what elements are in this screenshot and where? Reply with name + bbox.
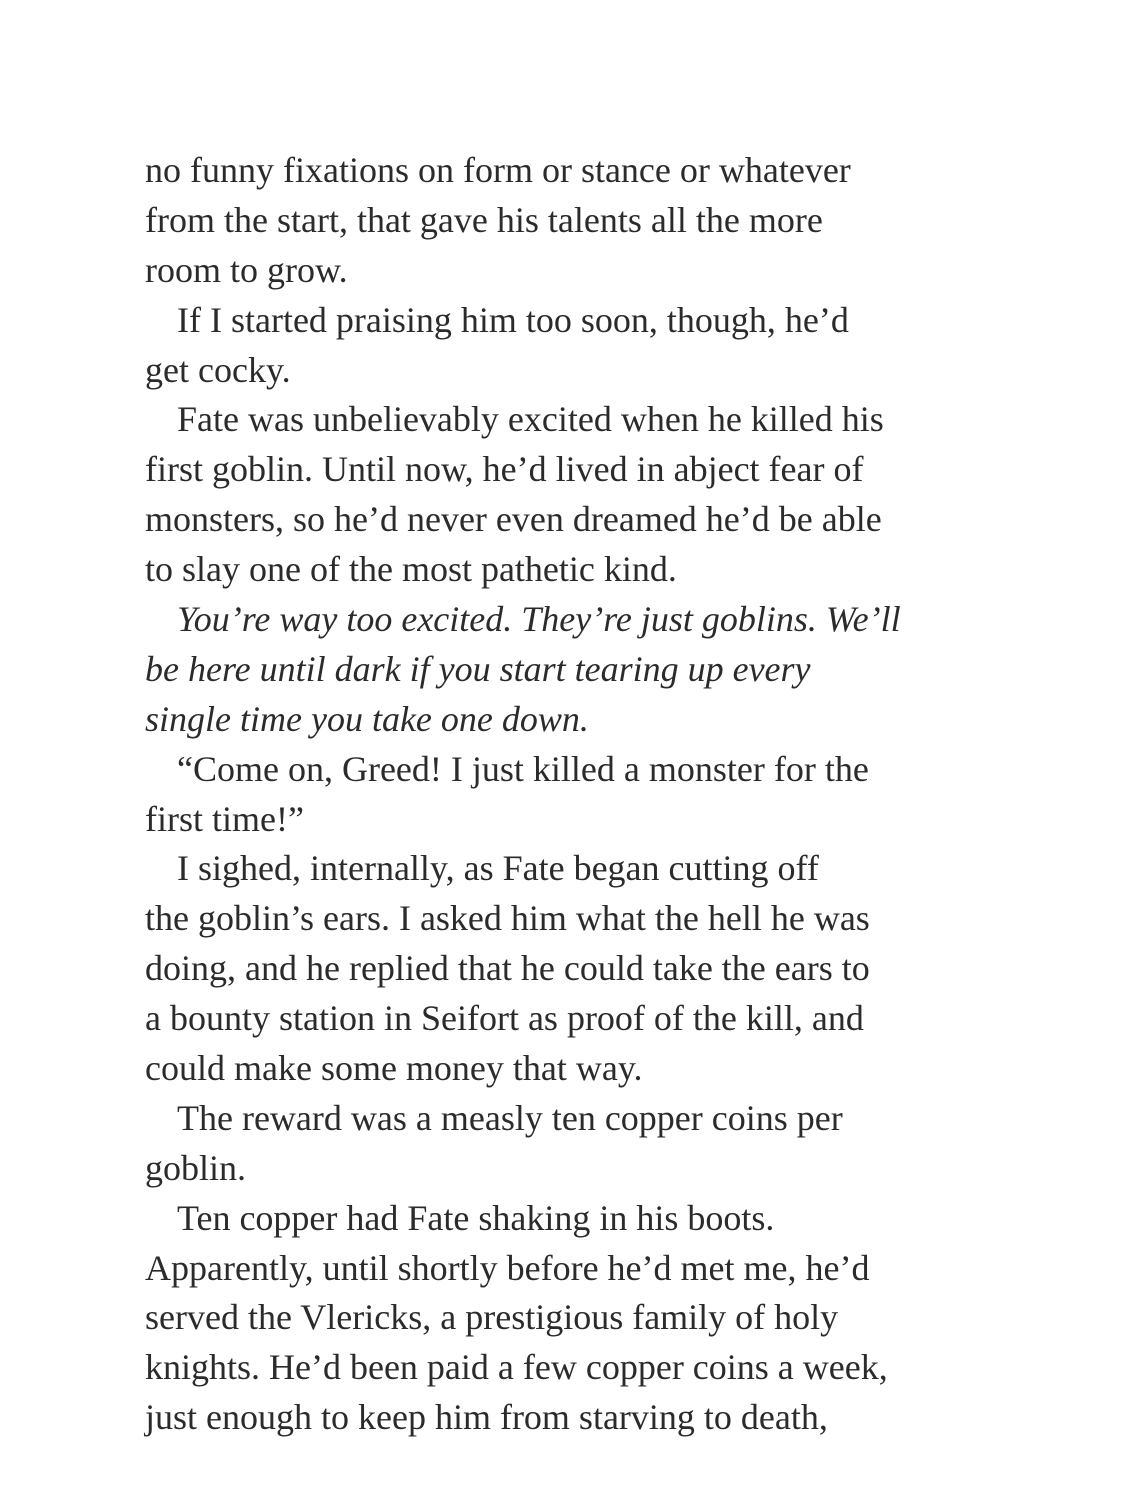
paragraph-first-line: The reward was a measly ten copper coins per <box>177 1097 843 1138</box>
text-line: first time!” <box>145 798 304 839</box>
text-line: room to grow. <box>145 249 348 290</box>
text-line: just enough to keep him from starving to death, <box>145 1397 828 1438</box>
paragraph-first-line: If I started praising him too soon, though, he’d <box>177 299 849 340</box>
text-line: could make some money that way. <box>145 1048 643 1089</box>
inner-thought-first-line: You’re way too excited. They’re just goblins. We’ll <box>177 599 901 640</box>
text-line: get cocky. <box>145 349 291 390</box>
text-line: goblin. <box>145 1147 247 1188</box>
paragraph-first-line: Fate was unbelievably excited when he killed his <box>177 399 884 440</box>
text-line: from the start, that gave his talents all the more <box>145 199 823 240</box>
text-line: the goblin’s ears. I asked him what the hell he was <box>145 898 870 939</box>
dialogue-first-line: “Come on, Greed! I just killed a monster for the <box>177 748 869 789</box>
paragraph-first-line: Ten copper had Fate shaking in his boots. <box>177 1197 775 1238</box>
inner-thought-line: be here until dark if you start tearing up every <box>145 648 811 689</box>
paragraph-first-line: I sighed, internally, as Fate began cutting off <box>177 848 819 889</box>
inner-thought-line: single time you take one down. <box>145 698 589 739</box>
text-line: a bounty station in Seifort as proof of the kill, and <box>145 998 864 1039</box>
text-line: to slay one of the most pathetic kind. <box>145 549 677 590</box>
text-line: first goblin. Until now, he’d lived in abject fear of <box>145 449 864 490</box>
text-line: served the Vlericks, a prestigious family of holy <box>145 1297 839 1338</box>
text-line: doing, and he replied that he could take the ears to <box>145 948 870 989</box>
text-line: knights. He’d been paid a few copper coins a week, <box>145 1347 888 1388</box>
text-line: Apparently, until shortly before he’d met me, he’d <box>145 1247 870 1288</box>
text-line: no funny fixations on form or stance or whatever <box>145 150 851 190</box>
text-line: monsters, so he’d never even dreamed he’d be able <box>145 499 882 540</box>
page-body-text <box>145 146 975 1443</box>
